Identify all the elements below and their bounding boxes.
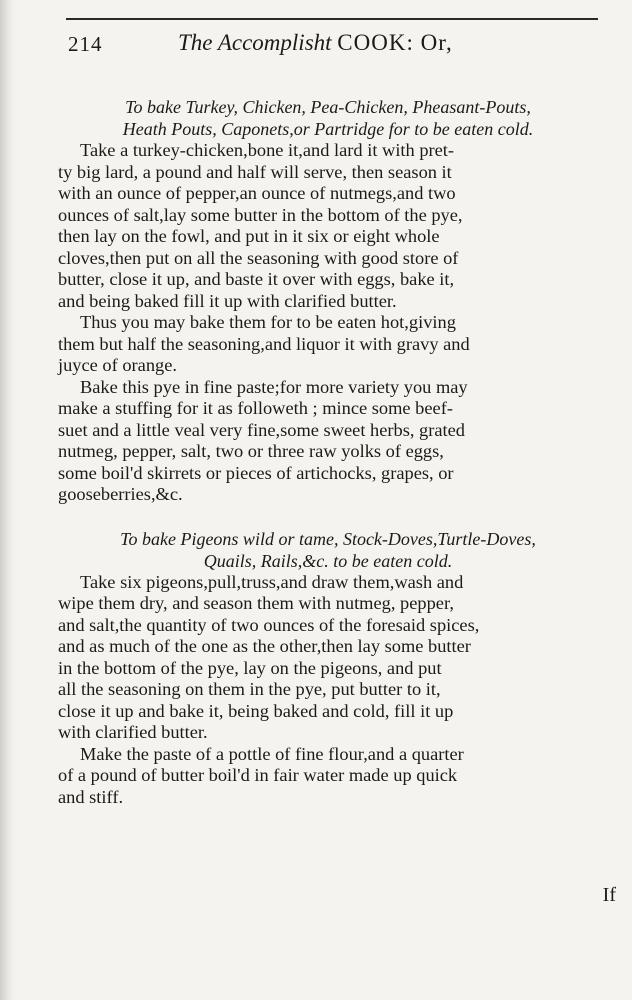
text-line: them but half the seasoning,and liquor it with gravy and [58, 333, 470, 354]
text-line: ounces of salt,lay some butter in the bottom of the pye, [58, 204, 463, 225]
recipe-pigeons [58, 528, 598, 809]
paragraph [58, 312, 598, 377]
title-line: Heath Pouts, Caponets,or Partridge for to be eaten cold. [122, 119, 534, 139]
text-line: and being baked fill it up with clarified butter. [58, 290, 397, 311]
header-rule [66, 18, 598, 20]
text-line: wipe them dry, and season them with nutmeg, pepper, [58, 593, 454, 613]
recipe-title [58, 96, 598, 140]
page-number: 214 [68, 32, 103, 56]
text-line: Make the paste of a pottle of fine flour,and a quarter [80, 743, 464, 764]
title-line: To bake Pigeons wild or tame, Stock-Doves,Turtle-Doves, [120, 528, 536, 549]
text-line: in the bottom of the pye, lay on the pigeons, and put [58, 657, 442, 678]
paragraph [58, 572, 598, 744]
text-line: and salt,the quantity of two ounces of the foresaid spices, [58, 614, 480, 635]
text-line: of a pound of butter boil'd in fair water made up quick [58, 765, 458, 785]
text-line: all the seasoning on them in the pye, put butter to it, [58, 679, 441, 699]
paragraph [58, 377, 598, 506]
title-line: To bake Turkey, Chicken, Pea-Chicken, Pheasant-Pouts, [125, 97, 531, 117]
running-head-caps: COOK: Or, [337, 30, 453, 55]
text-line: juyce of orange. [58, 355, 177, 375]
text-line: and stiff. [58, 786, 124, 807]
running-head [178, 30, 453, 56]
text-line: make a stuffing for it as followeth ; mince some beef- [58, 398, 453, 418]
text-line: then lay on the fowl, and put in it six or eight whole [58, 226, 440, 246]
running-head-title: The Accomplisht [178, 30, 332, 55]
text-line: some boil'd skirrets or pieces of artichocks, grapes, or [58, 462, 454, 483]
title-line: Quails, Rails,&c. to be eaten cold. [203, 550, 453, 571]
paragraph [58, 744, 598, 809]
text-line: ty big lard, a pound and half will serve, then season it [58, 161, 452, 182]
text-line: Thus you may bake them for to be eaten hot,giving [80, 312, 456, 332]
text-line: with clarified butter. [58, 722, 208, 742]
text-line: and as much of the one as the other,then lay some butter [58, 636, 471, 656]
recipe-turkey [58, 96, 598, 506]
text-line: butter, close it up, and baste it over with eggs, bake it, [58, 269, 455, 289]
text-line: close it up and bake it, being baked and cold, fill it up [58, 700, 454, 721]
recipe-title [58, 528, 598, 572]
text-line: suet and a little veal very fine,some sweet herbs, grated [58, 419, 466, 440]
text-line: Take six pigeons,pull,truss,and draw them,wash and [80, 571, 464, 592]
text-line: nutmeg, pepper, salt, two or three raw yolks of eggs, [58, 441, 444, 461]
text-line: Bake this pye in fine paste;for more variety you may [80, 376, 468, 397]
paragraph [58, 140, 598, 312]
page-header [58, 18, 598, 58]
page-gutter-shadow [0, 0, 14, 1000]
catchword: If [602, 884, 616, 906]
book-page [58, 18, 598, 808]
text-line: cloves,then put on all the seasoning with good store of [58, 247, 459, 268]
text-line: gooseberries,&c. [58, 484, 183, 504]
text-line: with an ounce of pepper,an ounce of nutmegs,and two [58, 183, 456, 203]
text-line: Take a turkey-chicken,bone it,and lard it with pret- [80, 140, 455, 160]
